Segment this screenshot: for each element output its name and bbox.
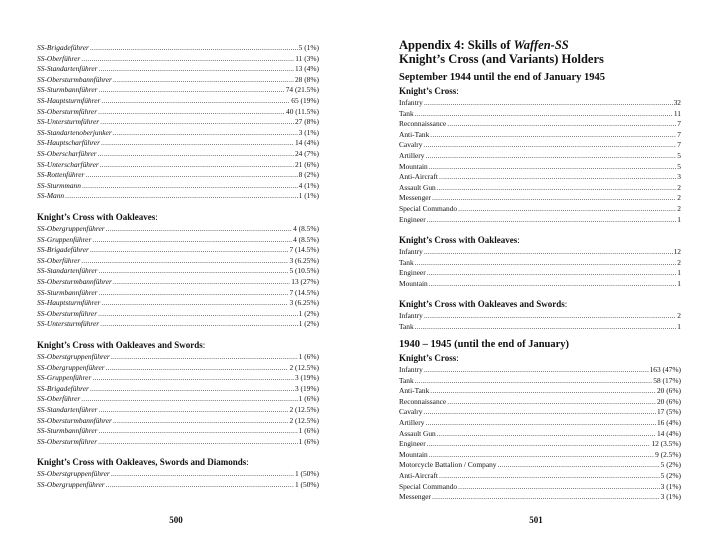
dot-leader [430, 130, 676, 141]
list-item [399, 183, 681, 194]
item-label: Tank [399, 108, 414, 118]
knights-cross-list [399, 365, 681, 503]
dot-leader [106, 480, 294, 491]
section-heading: Knight’s Cross: [399, 86, 459, 96]
item-label: Infantry [399, 98, 423, 107]
item-value: 4 (8.5%) [293, 224, 319, 233]
item-label: Assault Gun [399, 428, 436, 438]
dot-leader [65, 191, 298, 202]
item-value: 5 (1%) [298, 43, 319, 52]
item-value: 1 [677, 321, 681, 331]
dot-leader [437, 429, 656, 440]
list-item [399, 407, 681, 418]
list-item [399, 397, 681, 408]
item-value: 5 (2%) [660, 470, 681, 480]
dot-leader [415, 258, 677, 269]
item-value: 12 (3.5%) [651, 439, 681, 449]
item-value: 1 (6%) [298, 394, 319, 404]
item-value: 32 [673, 98, 681, 107]
dot-leader [458, 482, 660, 493]
title-line-1: Appendix 4: Skills of Waffen-SS [399, 38, 569, 52]
section-heading: Knight’s Cross with Oakleaves: [37, 212, 158, 222]
dot-leader [100, 117, 294, 128]
item-label: SS-Gruppenführer [37, 373, 92, 383]
dot-leader [106, 363, 289, 374]
item-label: Engineer [399, 268, 426, 278]
item-label: SS-Standartenführer [37, 266, 98, 276]
item-value: 74 (21.5%) [285, 85, 319, 95]
list-item [399, 98, 681, 109]
item-value: 2 (12.5%) [289, 415, 319, 425]
dot-leader [81, 394, 297, 405]
item-label: SS-Untersturmführer [37, 319, 100, 329]
item-label: SS-Brigadeführer [37, 43, 89, 52]
dot-leader [427, 439, 651, 450]
dot-leader [99, 405, 289, 416]
dot-leader [99, 266, 289, 277]
list-item [37, 288, 319, 299]
dot-leader [99, 64, 294, 75]
diamonds-section [37, 455, 319, 490]
item-label: Tank [399, 375, 414, 385]
dot-leader [437, 183, 677, 194]
list-item [399, 172, 681, 183]
dot-leader [90, 43, 298, 54]
section-heading: Knight’s Cross with Oakleaves, Swords and Diamonds: [37, 457, 249, 467]
dot-leader [425, 151, 676, 162]
swords-list [399, 311, 681, 332]
item-label: SS-Sturmmann [37, 180, 81, 190]
dot-leader [90, 245, 289, 256]
item-label: SS-Rottenführer [37, 170, 85, 180]
item-label: Mountain [399, 161, 428, 171]
list-item [37, 43, 319, 54]
list-item [399, 429, 681, 440]
dot-leader [439, 471, 660, 482]
item-value: 24 (7%) [294, 148, 319, 158]
list-item [399, 130, 681, 141]
item-value: 1 [677, 214, 681, 224]
list-item [37, 235, 319, 246]
dot-leader [415, 322, 677, 333]
item-label: Reconnaissance [399, 119, 447, 129]
item-label: Artillery [399, 417, 425, 427]
item-value: 11 (3%) [295, 53, 319, 63]
item-value: 2 (12.5%) [289, 404, 319, 414]
list-item [399, 151, 681, 162]
item-label: SS-Hauptsturmführer [37, 95, 101, 105]
item-label: SS-Standartenoberjunker [37, 127, 112, 137]
dot-leader [427, 215, 677, 226]
item-label: Special Commando [399, 481, 458, 491]
item-label: SS-Oberstgruppenführer [37, 352, 110, 361]
item-value: 20 (6%) [656, 396, 681, 406]
list-item [37, 309, 319, 320]
item-value: 11 [673, 108, 681, 118]
item-label: SS-Obersturmbannführer [37, 74, 112, 84]
item-value: 3 (19%) [294, 383, 319, 393]
item-value: 12 [673, 247, 681, 256]
item-label: SS-Oberführer [37, 255, 81, 265]
list-item [37, 64, 319, 75]
item-label: SS-Oberscharführer [37, 148, 97, 158]
list-item [399, 268, 681, 279]
item-label: SS-Untersturmführer [37, 117, 100, 127]
item-label: SS-Sturmbannführer [37, 426, 98, 436]
item-value: 27 (8%) [294, 117, 319, 127]
dot-leader [92, 235, 292, 246]
list-item [399, 311, 681, 322]
dot-leader [98, 149, 294, 160]
dot-leader [424, 98, 673, 109]
oakleaves-section [37, 210, 319, 330]
dot-leader [447, 397, 656, 408]
dot-leader [430, 386, 656, 397]
item-label: Infantry [399, 311, 423, 320]
item-value: 14 (4%) [294, 138, 319, 148]
dot-leader [113, 277, 290, 288]
section-heading: Knight’s Cross with Oakleaves and Swords: [37, 340, 206, 350]
dot-leader [424, 311, 676, 322]
dot-leader [432, 492, 660, 503]
list-item [37, 363, 319, 374]
appendix-title [399, 38, 681, 66]
item-value: 7 [677, 119, 681, 129]
item-label: Messenger [399, 492, 432, 502]
list-item [37, 117, 319, 128]
dot-leader [99, 288, 289, 299]
list-item [399, 204, 681, 215]
dot-leader [424, 365, 649, 376]
list-item [399, 140, 681, 151]
dot-leader [106, 224, 293, 235]
dot-leader [423, 140, 676, 151]
item-value: 58 (17%) [653, 375, 681, 385]
period2-section [399, 339, 681, 503]
item-label: SS-Obergruppenführer [37, 479, 105, 489]
dot-leader [432, 193, 676, 204]
item-value: 3 [677, 172, 681, 182]
item-value: 20 (6%) [656, 386, 681, 396]
item-label: SS-Brigadeführer [37, 383, 89, 393]
item-label: Tank [399, 321, 414, 331]
list-item [37, 160, 319, 171]
list-item [37, 256, 319, 267]
dot-leader [458, 204, 676, 215]
item-value: 2 [677, 257, 681, 267]
item-label: Infantry [399, 365, 423, 374]
list-item [37, 394, 319, 405]
list-item [399, 471, 681, 482]
title-line-2: Knight’s Cross (and Variants) Holders [399, 52, 604, 66]
item-value: 5 (10.5%) [289, 266, 319, 276]
item-value: 1 (2%) [298, 308, 319, 318]
item-value: 4 (8.5%) [293, 234, 319, 244]
list-item [399, 460, 681, 471]
item-label: Anti-Tank [399, 386, 430, 396]
item-label: Engineer [399, 214, 426, 224]
item-value: 65 (19%) [291, 95, 319, 105]
dot-leader [111, 352, 298, 363]
item-value: 1 [677, 268, 681, 278]
dot-leader [101, 138, 294, 149]
dot-leader [429, 450, 654, 461]
list-item [399, 450, 681, 461]
item-label: Engineer [399, 439, 426, 449]
item-label: SS-Standartenführer [37, 404, 98, 414]
list-item [399, 193, 681, 204]
list-item [399, 418, 681, 429]
item-label: SS-Hauptscharführer [37, 138, 100, 148]
item-value: 1 (1%) [298, 191, 319, 201]
list-item [399, 365, 681, 376]
item-value: 1 (6%) [298, 436, 319, 446]
item-value: 3 (1%) [660, 492, 681, 502]
list-item [37, 405, 319, 416]
dot-leader [425, 418, 656, 429]
list-item [37, 373, 319, 384]
item-label: SS-Oberführer [37, 394, 81, 404]
item-value: 3 (6.25%) [289, 255, 319, 265]
dot-leader [98, 309, 298, 320]
item-value: 4 (1%) [298, 180, 319, 190]
dot-leader [85, 170, 297, 181]
list-item [37, 416, 319, 427]
list-item [37, 245, 319, 256]
dot-leader [81, 256, 288, 267]
item-value: 28 (8%) [294, 74, 319, 84]
item-value: 2 (12.5%) [289, 362, 319, 372]
item-label: Artillery [399, 150, 425, 160]
dot-leader [415, 376, 653, 387]
list-item [37, 191, 319, 202]
item-label: SS-Obersturmführer [37, 308, 98, 318]
list-item [37, 224, 319, 235]
dot-leader [429, 279, 677, 290]
item-value: 13 (27%) [291, 276, 319, 286]
period1-section [399, 72, 681, 225]
list-item [37, 319, 319, 330]
item-label: Anti-Aircraft [399, 172, 438, 182]
item-label: SS-Mann [37, 191, 65, 201]
dot-leader [439, 172, 676, 183]
item-value: 16 (4%) [656, 417, 681, 427]
list-item [37, 96, 319, 107]
list-item [37, 138, 319, 149]
ss-rank-list [37, 43, 319, 202]
dot-leader [498, 460, 660, 471]
dot-leader [99, 426, 298, 437]
list-item [399, 386, 681, 397]
item-label: SS-Oberstgruppenführer [37, 469, 110, 478]
list-item [399, 322, 681, 333]
section-heading: Knight’s Cross: [399, 353, 459, 363]
item-label: SS-Hauptsturmführer [37, 298, 101, 308]
item-value: 3 (19%) [294, 373, 319, 383]
item-value: 3 (1%) [298, 127, 319, 137]
item-label: SS-Obersturmbannführer [37, 276, 112, 286]
dot-leader [99, 85, 285, 96]
list-item [399, 162, 681, 173]
dot-leader [92, 373, 294, 384]
item-label: SS-Obergruppenführer [37, 224, 105, 233]
item-value: 2 [677, 193, 681, 203]
item-value: 1 (6%) [298, 352, 319, 361]
list-item [37, 149, 319, 160]
dot-leader [113, 128, 298, 139]
list-item [37, 181, 319, 192]
item-label: SS-Obersturmbannführer [37, 415, 112, 425]
item-label: Cavalry [399, 407, 423, 417]
item-label: SS-Obergruppenführer [37, 362, 105, 372]
item-value: 3 (1%) [660, 481, 681, 491]
item-label: SS-Unterscharführer [37, 159, 99, 169]
dot-leader [98, 437, 298, 448]
dot-leader [101, 96, 290, 107]
dot-leader [427, 268, 677, 279]
list-item [37, 352, 319, 363]
item-label: Special Commando [399, 203, 458, 213]
page-number: 501 [529, 515, 543, 525]
oakleaves-list [37, 224, 319, 330]
item-label: Anti-Aircraft [399, 470, 438, 480]
knights-cross-list [399, 98, 681, 225]
item-value: 7 (14.5%) [289, 245, 319, 255]
item-label: Motorcycle Battalion / Company [399, 460, 497, 470]
item-label: Tank [399, 257, 414, 267]
list-item [37, 298, 319, 309]
list-item [37, 128, 319, 139]
list-item [399, 279, 681, 290]
item-label: SS-Gruppenführer [37, 234, 92, 244]
dot-leader [90, 384, 294, 395]
period-heading: 1940 – 1945 (until the end of January) [399, 339, 570, 350]
list-item [37, 437, 319, 448]
list-item [399, 119, 681, 130]
item-label: Mountain [399, 449, 428, 459]
right-page [360, 0, 720, 541]
list-item [399, 482, 681, 493]
period1-swords-section [399, 297, 681, 332]
list-item [37, 75, 319, 86]
item-label: SS-Sturmbannführer [37, 85, 98, 95]
item-value: 5 (2%) [660, 460, 681, 470]
item-label: Infantry [399, 247, 423, 256]
item-value: 14 (4%) [656, 428, 681, 438]
item-value: 1 [677, 278, 681, 288]
item-value: 7 [677, 129, 681, 139]
item-value: 2 [677, 203, 681, 213]
list-item [399, 109, 681, 120]
section-heading: Knight’s Cross with Oakleaves: [399, 235, 520, 245]
item-value: 2 [677, 311, 681, 320]
period1-oakleaves-section [399, 233, 681, 289]
dot-leader [82, 181, 298, 192]
item-value: 1 (50%) [294, 479, 319, 489]
item-value: 8 (2%) [298, 170, 319, 180]
section-heading: Knight’s Cross with Oakleaves and Swords: [399, 299, 568, 309]
list-item [37, 426, 319, 437]
item-label: SS-Obersturmführer [37, 436, 98, 446]
item-value: 7 (14.5%) [289, 287, 319, 297]
dot-leader [101, 298, 288, 309]
item-label: Anti-Tank [399, 129, 430, 139]
item-label: Reconnaissance [399, 396, 447, 406]
list-item [399, 247, 681, 258]
item-value: 40 (11.5%) [286, 106, 319, 116]
item-label: Assault Gun [399, 182, 436, 192]
swords-list [37, 352, 319, 447]
dot-leader [100, 160, 294, 171]
list-item [399, 258, 681, 269]
item-value: 2 [677, 182, 681, 192]
list-item [37, 54, 319, 65]
list-item [37, 107, 319, 118]
list-item [399, 215, 681, 226]
dot-leader [429, 162, 677, 173]
swords-section [37, 338, 319, 447]
item-value: 163 (47%) [649, 365, 681, 374]
dot-leader [81, 54, 294, 65]
dot-leader [424, 247, 673, 258]
list-item [37, 266, 319, 277]
list-item [37, 480, 319, 491]
item-label: SS-Standartenführer [37, 64, 98, 74]
item-label: Cavalry [399, 140, 423, 150]
list-item [37, 85, 319, 96]
item-label: SS-Obersturmführer [37, 106, 98, 116]
item-value: 5 [677, 161, 681, 171]
dot-leader [111, 469, 294, 480]
list-item [399, 376, 681, 387]
dot-leader [447, 119, 676, 130]
item-label: SS-Oberführer [37, 53, 81, 63]
list-item [37, 384, 319, 395]
list-item [37, 277, 319, 288]
dot-leader [423, 407, 656, 418]
period-heading: September 1944 until the end of January 1945 [399, 72, 606, 83]
list-item [399, 439, 681, 450]
list-item [399, 492, 681, 503]
item-label: Mountain [399, 278, 428, 288]
list-item [37, 170, 319, 181]
dot-leader [415, 109, 673, 120]
item-label: SS-Brigadeführer [37, 245, 89, 255]
item-label: Messenger [399, 193, 432, 203]
item-value: 21 (6%) [294, 159, 319, 169]
item-value: 13 (4%) [294, 64, 319, 74]
item-value: 9 (2.5%) [655, 449, 681, 459]
oakleaves-list [399, 247, 681, 289]
dot-leader [98, 107, 285, 118]
item-label: SS-Sturmbannführer [37, 287, 98, 297]
page-number: 500 [169, 515, 183, 525]
dot-leader [100, 319, 298, 330]
item-value: 3 (6.25%) [289, 298, 319, 308]
item-value: 7 [677, 140, 681, 150]
diamonds-list [37, 469, 319, 490]
item-value: 1 (6%) [298, 426, 319, 436]
list-item [37, 469, 319, 480]
item-value: 17 (5%) [656, 407, 681, 417]
item-value: 1 (50%) [294, 469, 319, 478]
item-value: 1 (2%) [298, 319, 319, 329]
dot-leader [113, 75, 294, 86]
item-value: 5 [677, 150, 681, 160]
dot-leader [113, 416, 289, 427]
